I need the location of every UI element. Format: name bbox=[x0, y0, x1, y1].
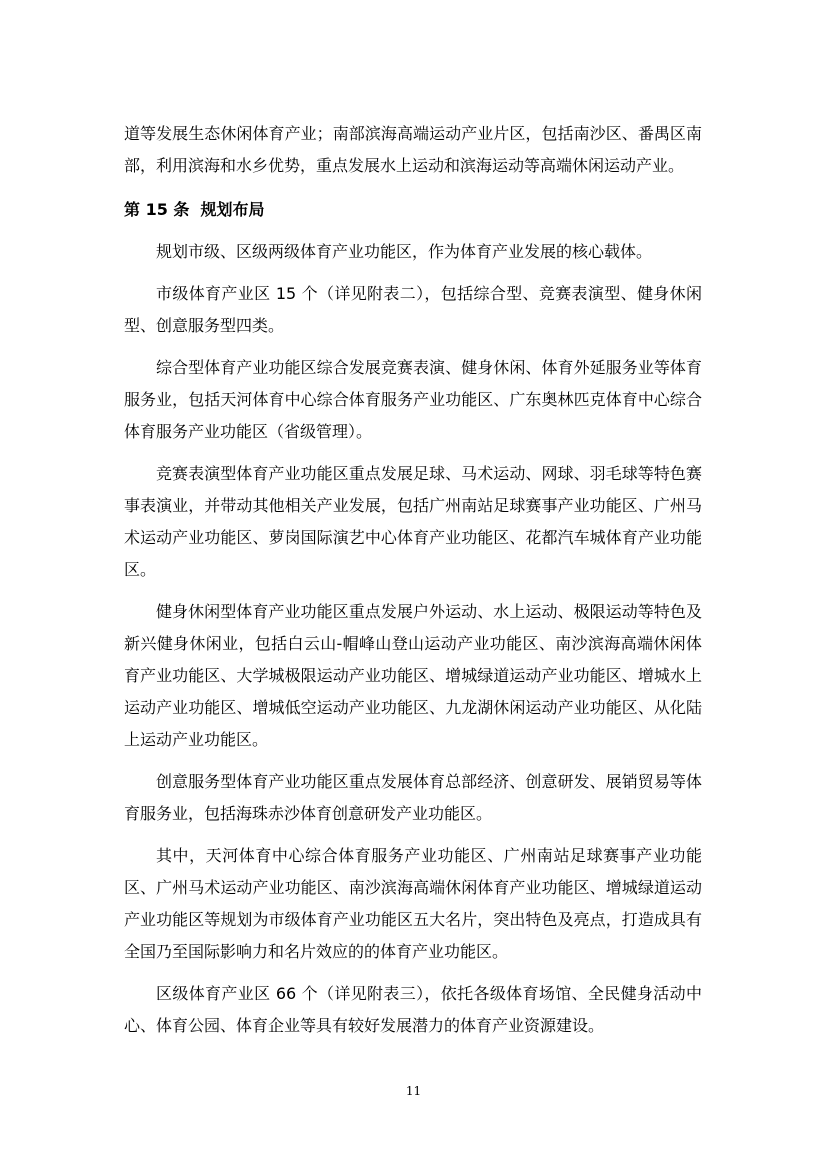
paragraph: 其中，天河体育中心综合体育服务产业功能区、广州南站足球赛事产业功能区、广州马术运动产业功能区、南沙滨海高端休闲体育产业功能区、增城绿道运动产业功能区等规划为市级体育产业功能区五大名片，突出特色及亮点，打造成具有全国乃至国际影响力和名片效应的的体育产业功能区。 bbox=[124, 846, 702, 961]
paragraph: 健身休闲型体育产业功能区重点发展户外运动、水上运动、极限运动等特色及新兴健身休闲业，包括白云山-帽峰山登山运动产业功能区、南沙滨海高端休闲体育产业功能区、大学城极限运动产业功能区、增城绿道运动产业功能区、增城水上运动产业功能区、增城低空运动产业功能区、九龙湖休闲运动产业功能区、从化陆上运动产业功能区。 bbox=[124, 602, 702, 749]
page-number: 11 bbox=[405, 1084, 422, 1098]
body-text bbox=[124, 118, 702, 1042]
paragraph: 综合型体育产业功能区综合发展竞赛表演、健身休闲、体育外延服务业等体育服务业，包括天河体育中心综合体育服务产业功能区、广东奥林匹克体育中心综合体育服务产业功能区（省级管理）。 bbox=[124, 358, 702, 441]
paragraph: 创意服务型体育产业功能区重点发展体育总部经济、创意研发、展销贸易等体育服务业，包括海珠赤沙体育创意研发产业功能区。 bbox=[124, 772, 702, 823]
paragraph-continuation: 道等发展生态休闲体育产业；南部滨海高端运动产业片区，包括南沙区、番禺区南部，利用滨海和水乡优势，重点发展水上运动和滨海运动等高端休闲运动产业。 bbox=[124, 124, 702, 175]
paragraph: 规划市级、区级两级体育产业功能区，作为体育产业发展的核心载体。 bbox=[156, 242, 653, 261]
paragraph: 区级体育产业区 66 个（详见附表三），依托各级体育场馆、全民健身活动中心、体育公园、体育企业等具有较好发展潜力的体育产业资源建设。 bbox=[124, 984, 702, 1035]
paragraph: 市级体育产业区 15 个（详见附表二），包括综合型、竞赛表演型、健身休闲型、创意服务型四类。 bbox=[124, 284, 702, 335]
section-heading: 第 15 条 规划布局 bbox=[124, 200, 265, 219]
paragraph: 竞赛表演型体育产业功能区重点发展足球、马术运动、网球、羽毛球等特色赛事表演业，并带动其他相关产业发展，包括广州南站足球赛事产业功能区、广州马术运动产业功能区、萝岗国际演艺中心体育产业功能区、花都汽车城体育产业功能区。 bbox=[124, 464, 702, 579]
